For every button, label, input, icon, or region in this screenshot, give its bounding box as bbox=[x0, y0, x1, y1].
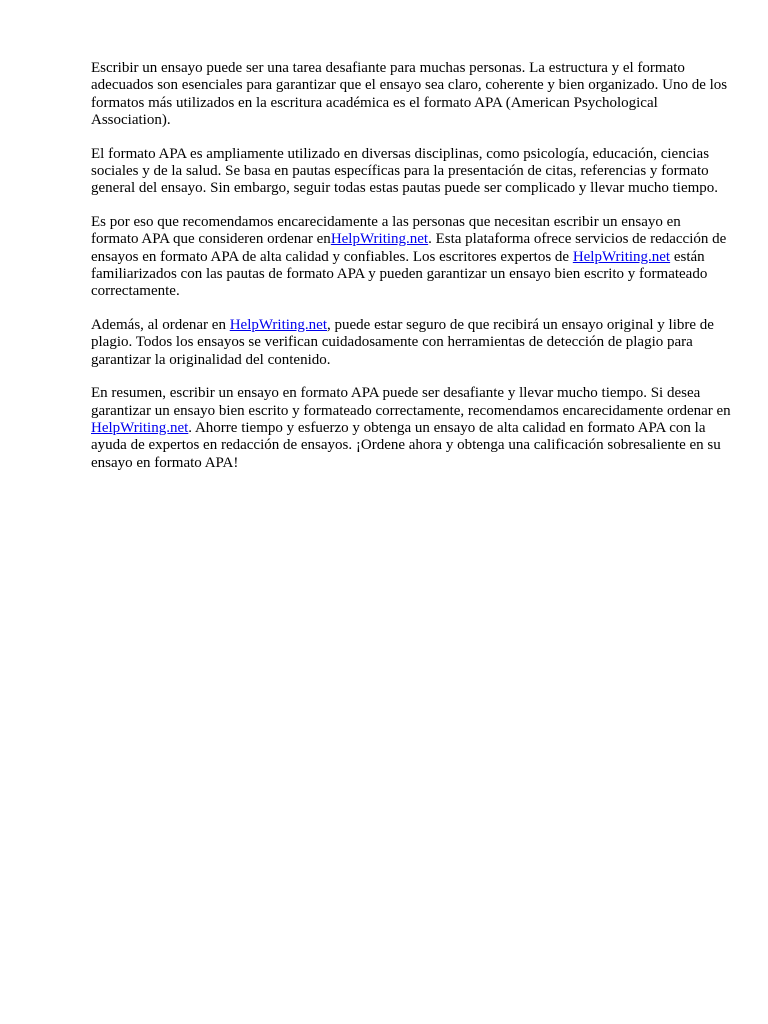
helpwriting-link-4[interactable]: HelpWriting.net bbox=[91, 419, 189, 436]
paragraph-apa-description-text: El formato APA es ampliamente utilizado en diversas disciplinas, como psicología, educación, ciencias sociales y de la salud. Se basa en pautas específicas para la presentación de citas, referencias y formato general del ensayo. Sin embargo, seguir todas estas pautas puede ser complicado y llevar mucho tiempo. bbox=[91, 145, 719, 197]
helpwriting-link-2[interactable]: HelpWriting.net bbox=[572, 248, 671, 265]
paragraph-recommendation bbox=[91, 214, 731, 301]
paragraph-originality-text-1: Además, al ordenar en bbox=[91, 316, 230, 333]
helpwriting-link-3[interactable]: HelpWriting.net bbox=[229, 316, 327, 333]
paragraph-recommendation-text-1: Es por eso que recomendamos encarecidamente a las personas que necesitan escribir un ensayo en formato APA que consideren ordenar en bbox=[91, 213, 681, 248]
paragraph-intro bbox=[91, 60, 731, 130]
paragraph-summary-text-2: . Ahorre tiempo y esfuerzo y obtenga un ensayo de alta calidad en formato APA con la ayuda de expertos en redacción de ensayos. ¡Ordene ahora y obtenga una calificación sobresaliente en su ensayo en formato APA! bbox=[91, 419, 721, 471]
paragraph-recommendation-text-2: . Esta plataforma ofrece servicios de redacción de ensayos en formato APA de alta calidad y confiables. Los escritores expertos de bbox=[91, 231, 727, 265]
paragraph-originality-text-2: , puede estar seguro de que recibirá un ensayo original y libre de plagio. Todos los ensayos se verifican cuidadosamente con herramientas de detección de plagio para garantizar la originalidad del contenido. bbox=[91, 316, 714, 368]
paragraph-apa-description bbox=[91, 146, 731, 198]
document-body bbox=[91, 60, 731, 488]
paragraph-originality bbox=[91, 317, 731, 369]
paragraph-intro-text: Escribir un ensayo puede ser una tarea desafiante para muchas personas. La estructura y el formato adecuados son esenciales para garantizar que el ensayo sea claro, coherente y bien organizado. Uno de los formatos más utilizados en la escritura académica es el formato APA (American Psychological Association). bbox=[91, 60, 728, 129]
helpwriting-link-1[interactable]: HelpWriting.net bbox=[330, 231, 429, 248]
paragraph-recommendation-text-3: están familiarizados con las pautas de formato APA y pueden garantizar un ensayo bien escrito y formateado correctamente. bbox=[91, 248, 708, 300]
paragraph-summary bbox=[91, 385, 731, 472]
paragraph-summary-text-1: En resumen, escribir un ensayo en formato APA puede ser desafiante y llevar mucho tiempo. Si desea garantizar un ensayo bien escrito y formateado correctamente, recomendamos encarecidamente ordenar en bbox=[91, 385, 731, 419]
